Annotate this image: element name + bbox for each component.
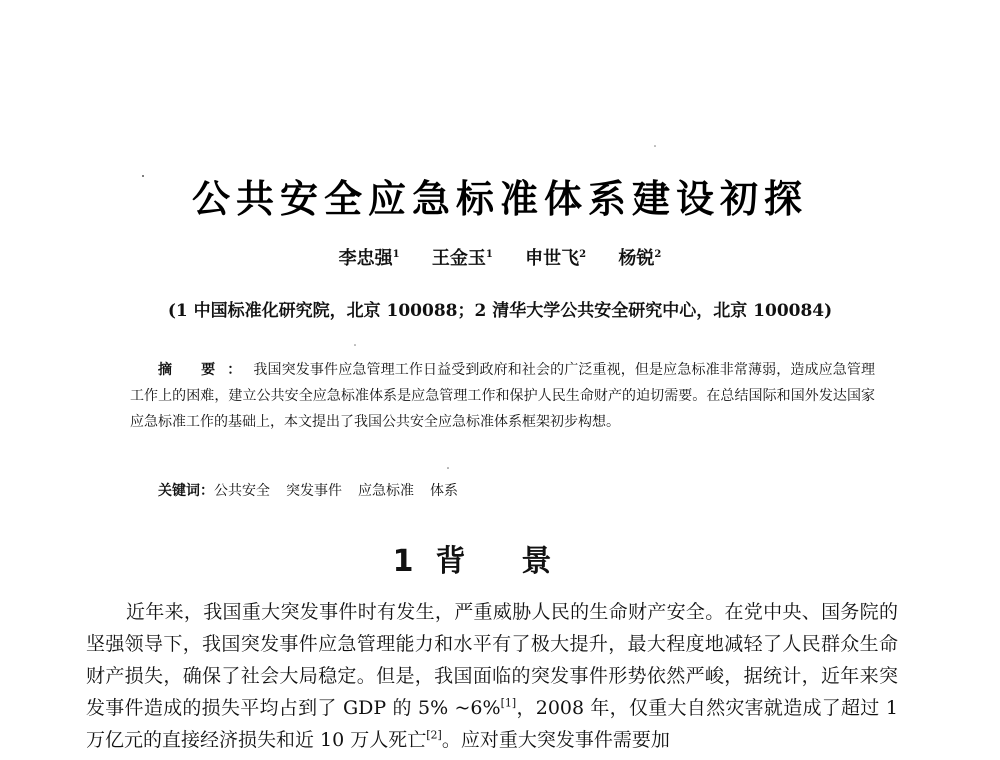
author <box>525 248 586 269</box>
keyword: 突发事件 <box>286 483 342 499</box>
body-text-part: 近年来，我国重大突发事件时有发生，严重威胁人民的生命财产安全。在党中央、国务院的坚强领导下，我国突发事件应急管理能力和水平有了极大提升，最大程度地减轻了人民群众生命财产损失，确保了社会大局稳定。但是，我国面临的突发事件形势依然严峻，据统计，近年来突发事件造成的损失平均占到了 GDP 的 5% ~6% <box>86 601 898 719</box>
citation-ref: [1] <box>500 696 517 710</box>
body-paragraph <box>86 596 898 756</box>
section-title: 背景 <box>435 544 608 579</box>
body-text-part: ，2008 年，仅重大自然灾害就造成了超过 1 万亿元的直接经济损失和近 10 万人死亡 <box>86 697 898 751</box>
author-affiliation-mark: 2 <box>579 249 587 260</box>
keywords <box>158 480 474 502</box>
keyword: 体系 <box>430 483 458 499</box>
keyword: 应急标准 <box>358 483 414 499</box>
paper-title: 公共安全应急标准体系建设初探 <box>191 177 808 221</box>
scan-speck <box>354 344 356 346</box>
author-name: 杨锐 <box>618 248 655 269</box>
author-affiliation-mark: 1 <box>485 249 493 260</box>
author-name: 王金玉 <box>431 248 486 269</box>
author-affiliation-mark: 1 <box>392 249 400 260</box>
section-heading <box>0 536 1000 580</box>
scan-speck <box>654 145 656 147</box>
abstract-label: 摘 要： <box>158 362 254 378</box>
author <box>618 248 661 269</box>
keywords-label: 关键词： <box>158 483 214 499</box>
keyword: 公共安全 <box>214 483 270 499</box>
body-text-part: 。应对重大突发事件需要加 <box>441 729 670 751</box>
author-name: 李忠强 <box>338 248 393 269</box>
abstract <box>130 357 875 435</box>
author <box>339 248 400 269</box>
scan-speck <box>447 467 449 469</box>
author <box>432 248 493 269</box>
abstract-text: 我国突发事件应急管理工作日益受到政府和社会的广泛重视，但是应急标准非常薄弱，造成应急管理工作上的困难，建立公共安全应急标准体系是应急管理工作和保护人民生命财产的迫切需要。在总结国际和国外发达国家应急标准工作的基础上，本文提出了我国公共安全应急标准体系框架初步构想。 <box>130 362 876 430</box>
author-list <box>0 244 1000 270</box>
author-name: 申世飞 <box>525 248 580 269</box>
affiliation-line: (1 中国标准化研究院，北京 100088；2 清华大学公共安全研究中心，北京 100084) <box>167 301 833 321</box>
section-number: 1 <box>392 544 414 579</box>
citation-ref: [2] <box>426 728 442 742</box>
author-affiliation-mark: 2 <box>654 249 662 260</box>
